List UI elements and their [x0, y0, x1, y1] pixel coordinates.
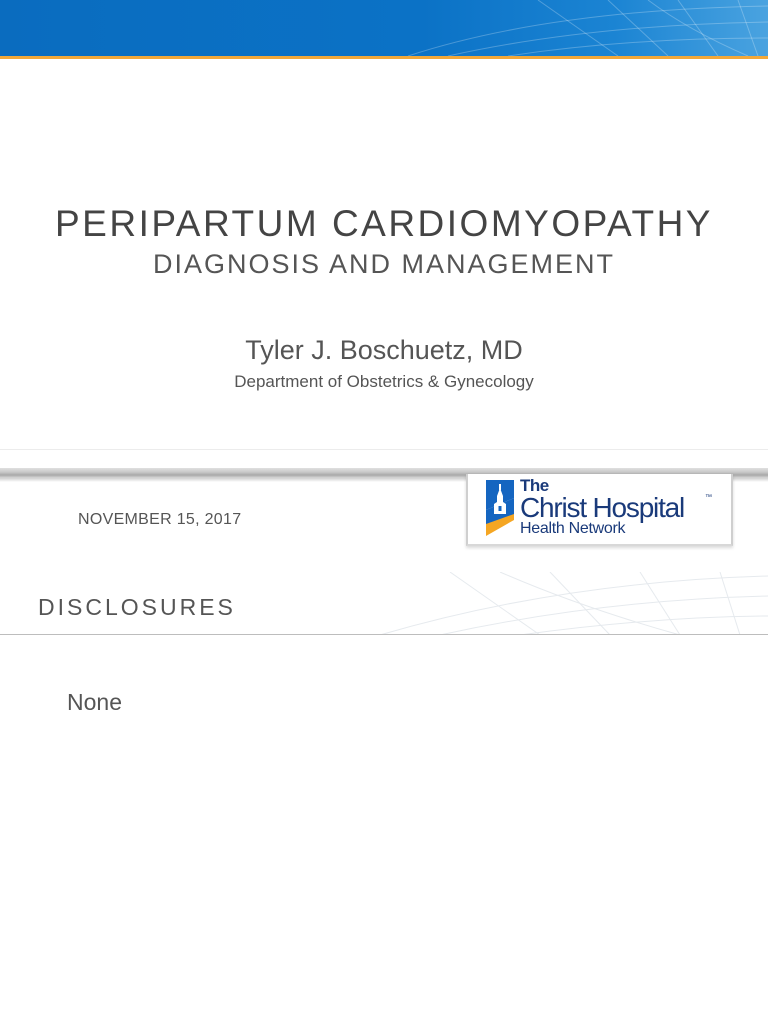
logo-hospital-name: Christ Hospital: [520, 492, 685, 523]
disclosures-body: None: [67, 689, 122, 715]
author-name: Tyler J. Boschuetz, MD: [245, 335, 523, 365]
title-block: [0, 202, 768, 280]
department-name: Department of Obstetrics & Gynecology: [234, 372, 534, 391]
grid-decoration: [380, 572, 768, 635]
logo-trademark: ™: [705, 494, 712, 501]
slide-title: PERIPARTUM CARDIOMYOPATHY: [55, 203, 713, 244]
slide-subtitle: DIAGNOSIS AND MANAGEMENT: [152, 249, 616, 279]
logo-the: The: [520, 476, 549, 495]
logo-network: Health Network: [520, 520, 626, 537]
section-divider: [0, 634, 768, 635]
section-heading: DISCLOSURES: [38, 594, 236, 620]
church-steeple-icon: [486, 480, 514, 536]
hospital-logo: [466, 474, 733, 546]
top-accent-line: [0, 56, 768, 59]
top-banner: [0, 0, 768, 56]
presentation-date: NOVEMBER 15, 2017: [78, 511, 242, 528]
divider: [0, 449, 768, 450]
globe-grid-decoration: [388, 0, 768, 56]
